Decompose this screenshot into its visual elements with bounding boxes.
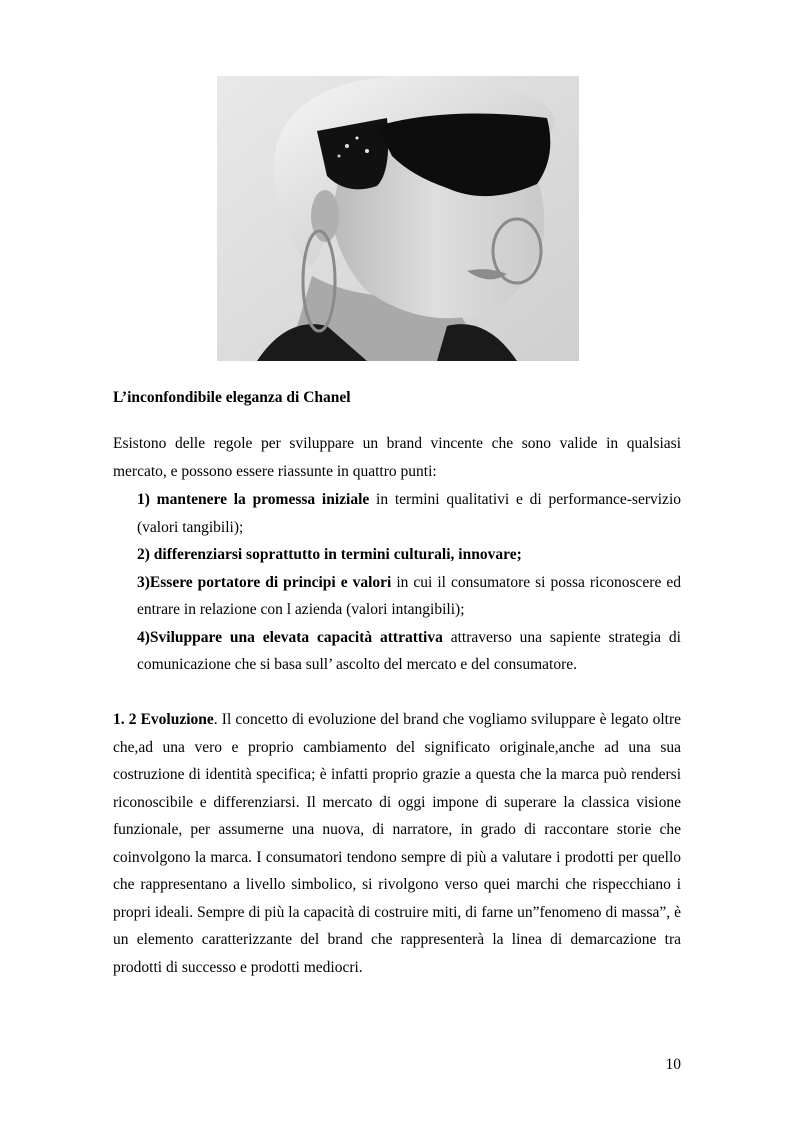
list-item [137,569,681,624]
figure-caption: L’inconfondibile eleganza di Chanel [113,389,351,406]
list-item-text: attraverso una sapiente strategia di comunicazione che si basa sull’ ascolto del mercato e del consumatore. [137,628,681,673]
page-number: 10 [665,1056,681,1073]
intro-text: Esistono delle regole per sviluppare un brand vincente che sono valide in qualsiasi mercato, e possono essere riassunte in quattro punti: [113,435,681,480]
section-body: Il concetto di evoluzione del brand che vogliamo sviluppare è legato oltre che,ad una vero e proprio cambiamento del significato originale,anche ad una sua costruzione di identità specifica; è infatti proprio grazie a questa che la marca può rendersi riconoscibile e differenziarsi. Il mercato di oggi impone di superare la classica visione funzionale, per assumerne una nuova, di narratore, in grado di raccontare storie che coinvolgono la marca. I consumatori tendono sempre di più a valutare i prodotti per quello che rappresentano a livello simbolico, si rivolgono verso quei marchi che rispecchiano i propri ideali. Sempre di più la capacità di costruire miti, di farne un”fenomeno di massa”, è un elemento caratterizzante del brand che rappresenterà la linea di demarcazione tra prodotti di successo e prodotti mediocri. [113,711,681,976]
list-item-text: in termini qualitativi e di performance-servizio (valori tangibili); [137,491,681,536]
woman-sunglasses-photo-icon [217,76,579,361]
list-item-bold: 3)Essere portatore di principi e valori [137,573,392,591]
list-item [137,486,681,541]
section-evoluzione [113,706,681,981]
list-item [137,624,681,679]
chanel-sunglasses-photo [217,76,579,361]
rules-list [137,486,681,679]
section-paragraph [113,706,681,981]
list-item-bold: 4)Sviluppare una elevata capacità attrattiva [137,628,443,646]
list-item-text: in cui il consumatore si possa riconoscere ed entrare in relazione con l azienda (valori intangibili); [137,573,681,618]
list-item [137,541,681,569]
section-heading-suffix: . [213,711,218,728]
section-heading: 1. 2 Evoluzione [113,711,214,728]
list-item-bold: 1) mantenere la promessa iniziale [137,491,370,508]
list-item-bold: 2) differenziarsi soprattutto in termini culturali, innovare; [137,546,522,563]
intro-paragraph [113,430,681,485]
